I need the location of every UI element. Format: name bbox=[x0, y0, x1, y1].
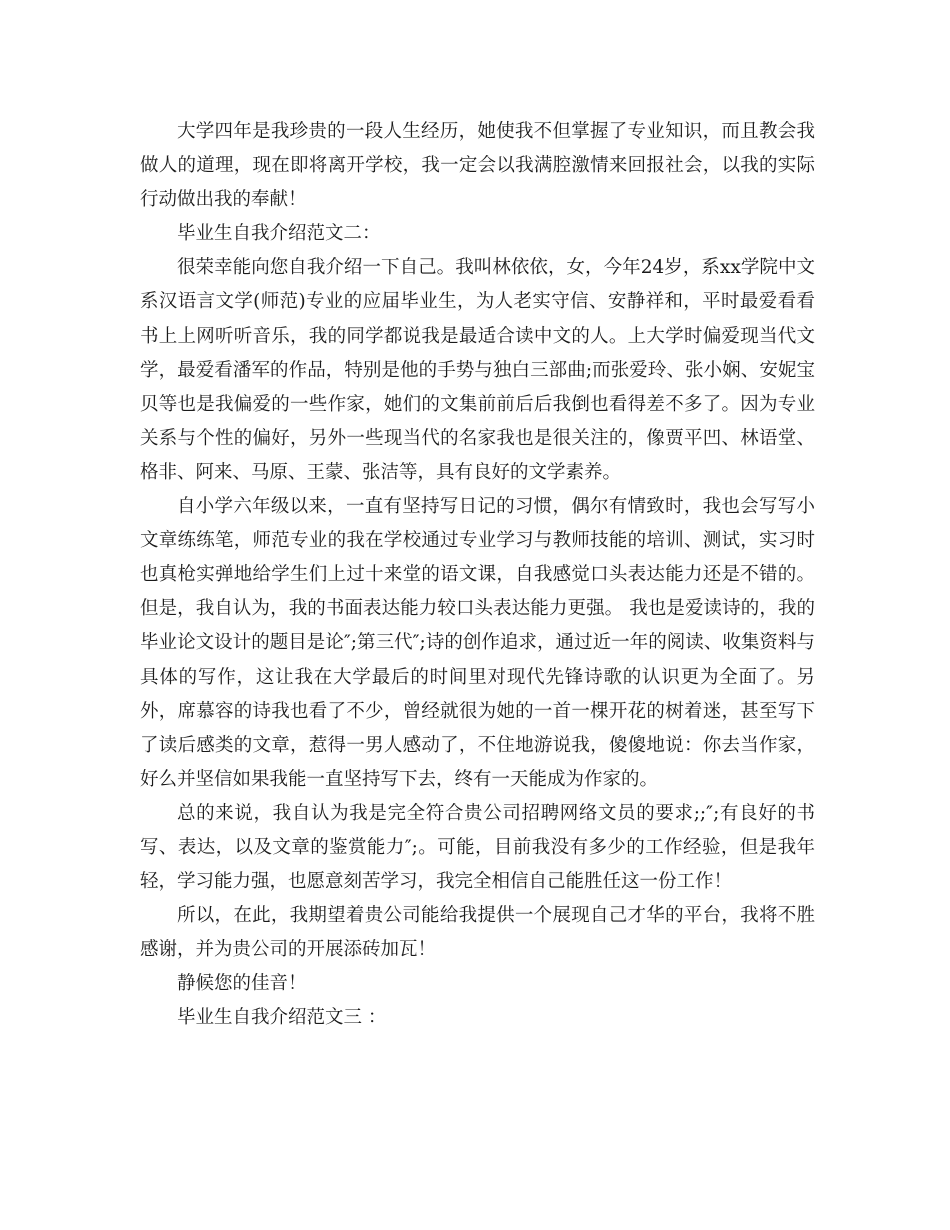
paragraph-closing: 静候您的佳音！ bbox=[177, 973, 307, 995]
section-heading-sample-three: 毕业生自我介绍范文三 ： bbox=[177, 1007, 387, 1029]
paragraph-self-introduction: 很荣幸能向您自我介绍一下自己。我叫林依依，女，今年24岁，系xx学院中文系汉语言文学(师范)专业的应届毕业生，为人老实守信、安静祥和，平时最爱看看书上上网听听音乐，我的同学都说我是最适合读中文的人。上大学时偏爱现当代文学，最爱看潘军的作品，特别是他的手势与独白三部曲;而张爱玲、张小娴、安妮宝贝等也是我偏爱的一些作家，她们的文集前前后后我倒也看得差不多了。因为专业关系与个性的偏好，另外一些现当代的名家我也是很关注的，像贾平凹、林语堂、格非、阿来、马原、王蒙、张洁等，具有良好的文学素养。 bbox=[140, 257, 815, 483]
paragraph-request: 所以，在此，我期望着贵公司能给我提供一个展现自己才华的平台，我将不胜感谢，并为贵公司的开展添砖加瓦！ bbox=[140, 905, 815, 961]
document-body bbox=[140, 115, 815, 1036]
paragraph-intro-closing: 大学四年是我珍贵的一段人生经历，她使我不但掌握了专业知识，而且教会我做人的道理，现在即将离开学校，我一定会以我满腔激情来回报社会，以我的实际行动做出我的奉献！ bbox=[140, 121, 815, 211]
paragraph-summary: 总的来说，我自认为我是完全符合贵公司招聘网络文员的要求;;″;有良好的书写、表达，以及文章的鉴赏能力″;。可能，目前我没有多少的工作经验，但是我年轻，学习能力强，也愿意刻苦学习，我完全相信自己能胜任这一份工作！ bbox=[140, 802, 815, 893]
paragraph-writing-experience: 自小学六年级以来，一直有坚持写日记的习惯，偶尔有情致时，我也会写写小文章练练笔，师范专业的我在学校通过专业学习与教师技能的培训、测试，实习时也真枪实弹地给学生们上过十来堂的语文课，自我感觉口头表达能力还是不错的。但是，我自认为，我的书面表达能力较口头表达能力更强。 我也是爱读诗的，我的毕业论文设计的题目是论″;第三代″;诗的创作追求，通过近一年的阅读、收集资料与具体的写作，这让我在大学最后的时间里对现代先锋诗歌的认识更为全面了。另外，席慕容的诗我也看了不少，曾经就很为她的一首一棵开花的树着迷，甚至写下了读后感类的文章，惹得一男人感动了，不住地游说我，傻傻地说：你去当作家，好么并坚信如果我能一直坚持写下去，终有一天能成为作家的。 bbox=[140, 496, 815, 790]
section-heading-sample-two: 毕业生自我介绍范文二： bbox=[177, 223, 381, 245]
